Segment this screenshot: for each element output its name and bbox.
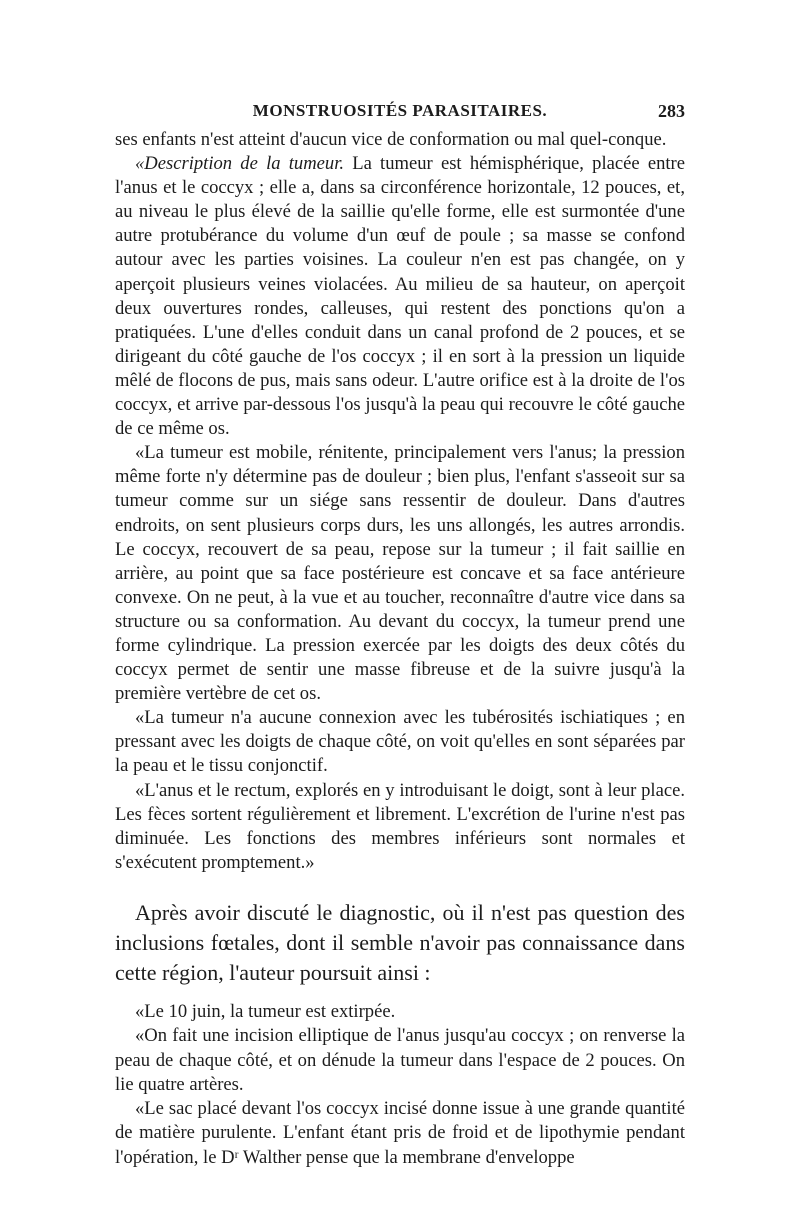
- section-heading: «Description de la tumeur.: [135, 153, 345, 175]
- paragraph-text: La tumeur est hémisphérique, placée entre l'anus et le coccyx ; elle a, dans sa circonférence horizontale, 12 pouces, et, au niveau le plus élevé de la saillie qu'elle forme, elle est surmontée d'une autre protubérance du volume d'un œuf de poule ; sa masse se confond autour avec les parties voisines. La couleur n'en est pas changée, on y aperçoit plusieurs veines violacées. Au milieu de sa hauteur, on aperçoit deux ouvertures rondes, calleuses, qui restent des ponctions qu'on a pratiquées. L'une d'elles conduit dans un canal profond de 2 pouces, et se dirigeant du côté gauche de l'os coccyx ; il en sort à la pression un liquide mêlé de flocons de pus, mais sans odeur. L'autre orifice est à la droite de l'os coccyx, et arrive par-dessous l'os jusqu'à la peau qui recouvre le côté gauche de ce même os.: [115, 153, 685, 440]
- paragraph: «On fait une incision elliptique de l'anus jusqu'au coccyx ; on renverse la peau de chaque côté, et on dénude la tumeur dans l'espace de 2 pouces. On lie quatre artères.: [115, 1025, 685, 1095]
- running-title: MONSTRUOSITÉS PARASITAIRES.: [252, 101, 548, 120]
- paragraph: «La tumeur est mobile, rénitente, principalement vers l'anus; la pression même forte n'y détermine pas de douleur ; bien plus, l'enfant s'asseoit sur sa tumeur comme sur un siége sans ressentir de douleur. Dans d'autres endroits, on sent plusieurs corps durs, les uns allongés, les autres arrondis. Le coccyx, recouvert de sa peau, repose sur la tumeur ; il fait saillie en arrière, au point que sa face postérieure est concave et sa face antérieure convexe. On ne peut, à la vue et au toucher, reconnaître d'autre vice dans sa structure ou sa conformation. Au devant du coccyx, la tumeur prend une forme cylindrique. La pression exercée par les doigts des deux côtés du coccyx permet de sentir une masse fibreuse et de la suivre jusqu'à la première vertèbre de cet os.: [115, 442, 685, 705]
- paragraph: ses enfants n'est atteint d'aucun vice de conformation ou mal quel-conque.: [115, 129, 667, 150]
- paragraph: «L'anus et le rectum, explorés en y introduisant le doigt, sont à leur place. Les fèces sortent régulièrement et librement. L'excrétion de l'urine n'est pas diminuée. Les fonctions des membres inférieurs sont normales et s'exécutent promptement.»: [115, 779, 685, 873]
- paragraph: «La tumeur n'a aucune connexion avec les tubérosités ischiatiques ; en pressant avec les doigts de chaque côté, on voit qu'elles en sont séparées par la peau et le tissu conjonctif.: [115, 707, 685, 777]
- page-header: [115, 98, 685, 124]
- author-commentary: [115, 898, 685, 988]
- paragraph: Après avoir discuté le diagnostic, où il n'est pas question des inclusions fœtales, dont il semble n'avoir pas connaissance dans cette région, l'auteur poursuit ainsi :: [115, 900, 685, 985]
- page-number: 283: [658, 101, 685, 121]
- body-text-lower: [115, 1000, 685, 1170]
- body-text-upper: [115, 128, 685, 875]
- paragraph: «Le sac placé devant l'os coccyx incisé donne issue à une grande quantité de matière purulente. L'enfant étant pris de froid et de lipothymie pendant l'opération, le Dʳ Walther pense que la membrane d'enveloppe: [115, 1098, 685, 1168]
- paragraph: «Le 10 juin, la tumeur est extirpée.: [135, 1001, 396, 1022]
- paragraph-description: [115, 152, 685, 441]
